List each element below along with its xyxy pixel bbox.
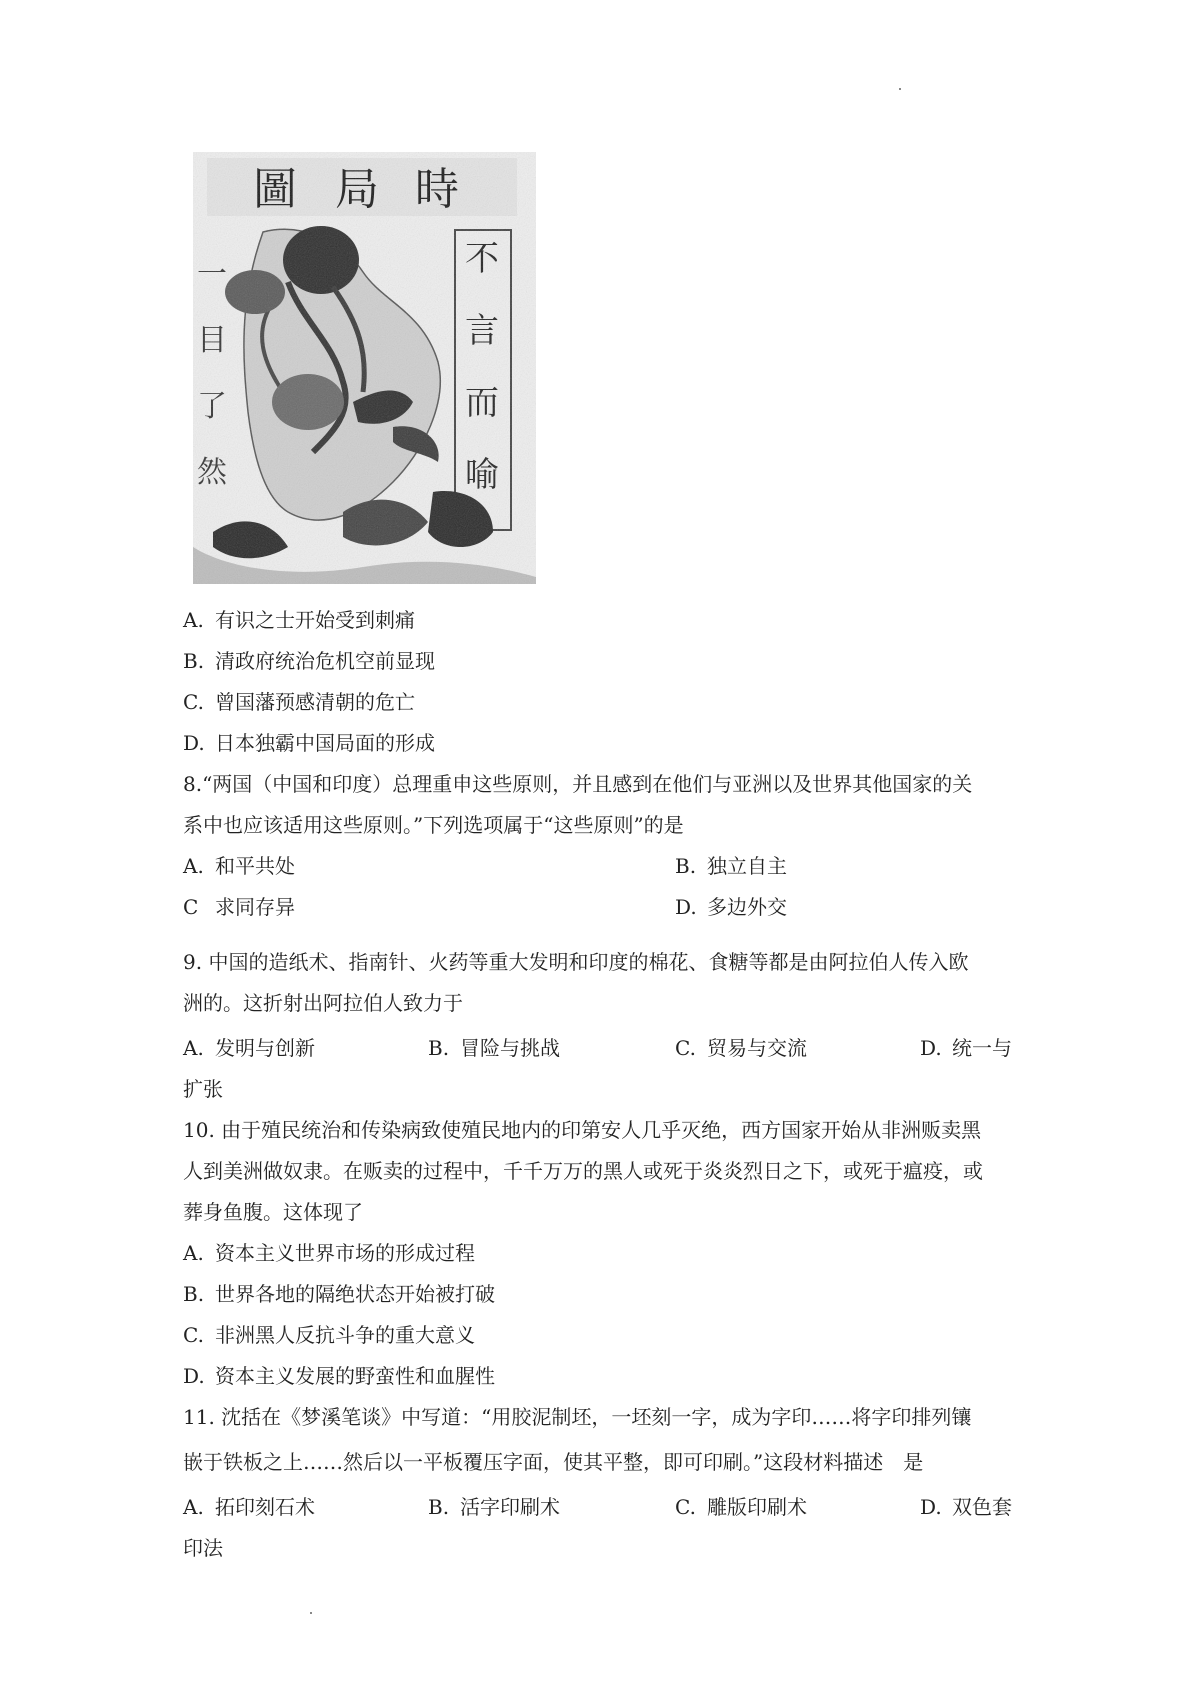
option-letter: B. (428, 1036, 450, 1060)
q10-option-a[interactable] (183, 1240, 475, 1266)
option-letter: A. (183, 608, 204, 632)
option-text: 和平共处 (215, 854, 295, 878)
q10-stem-line-1: 10. 由于殖民统治和传染病致使殖民地内的印第安人几乎灭绝，西方国家开始从非洲贩卖黑 (183, 1118, 982, 1142)
option-letter: C. (675, 1036, 696, 1060)
q9-option-a[interactable] (183, 1035, 315, 1061)
option-text: 独立自主 (707, 854, 787, 878)
scan-speck (310, 1612, 312, 1614)
q8-option-d[interactable] (675, 894, 787, 920)
q7-option-c[interactable] (183, 689, 415, 715)
option-letter: D. (675, 895, 697, 919)
option-text: 资本主义世界市场的形成过程 (215, 1241, 475, 1265)
option-text: 贸易与交流 (707, 1036, 807, 1060)
q10-stem-line-2: 人到美洲做奴隶。在贩卖的过程中，千千万万的黑人或死于炎炎烈日之下，或死于瘟疫，或 (183, 1159, 983, 1183)
option-letter: C. (183, 690, 204, 714)
q9-option-b[interactable] (428, 1035, 560, 1061)
q11-option-c[interactable] (675, 1494, 807, 1520)
q11-stem-line-2: 嵌于铁板之上……然后以一平板覆压字面，使其平整，即可印刷。”这段材料描述 是 (183, 1450, 924, 1474)
q11-option-a[interactable] (183, 1494, 315, 1520)
option-letter: D. (183, 731, 205, 755)
q9-option-d-wrap: 扩张 (183, 1077, 223, 1101)
q9-option-d[interactable] (920, 1035, 1012, 1061)
option-text: 统一与 (952, 1036, 1012, 1060)
option-letter: B. (675, 854, 697, 878)
option-letter: B. (183, 1282, 205, 1306)
option-text: 资本主义发展的野蛮性和血腥性 (215, 1364, 495, 1388)
q10-option-c[interactable] (183, 1322, 475, 1348)
option-letter: D. (920, 1495, 942, 1519)
q11-option-b[interactable] (428, 1494, 560, 1520)
option-letter: A. (183, 1495, 204, 1519)
option-text: 冒险与挑战 (460, 1036, 560, 1060)
option-letter: C. (675, 1495, 696, 1519)
option-letter: A. (183, 1241, 204, 1265)
option-text: 有识之士开始受到刺痛 (215, 608, 415, 632)
option-text: 多边外交 (707, 895, 787, 919)
option-letter: B. (428, 1495, 450, 1519)
q11-option-d-wrap: 印法 (183, 1536, 223, 1560)
q8-option-b[interactable] (675, 853, 787, 879)
q7-option-a[interactable] (183, 607, 415, 633)
option-letter: D. (920, 1036, 942, 1060)
q9-stem-line-1: 9. 中国的造纸术、指南针、火药等重大发明和印度的棉花、食糖等都是由阿拉伯人传入欧 (183, 950, 969, 974)
q7-option-d[interactable] (183, 730, 435, 756)
option-text: 曾国藩预感清朝的危亡 (215, 690, 415, 714)
q11-stem-line-1: 11. 沈括在《梦溪笔谈》中写道：“用胶泥制坯，一坯刻一字，成为字印……将字印排列镶 (183, 1405, 972, 1429)
option-letter: D. (183, 1364, 205, 1388)
option-text: 拓印刻石术 (215, 1495, 315, 1519)
q8-option-c[interactable] (183, 894, 295, 920)
q8-stem-line-2: 系中也应该适用这些原则。”下列选项属于“这些原则”的是 (183, 813, 684, 837)
q9-stem-line-2: 洲的。这折射出阿拉伯人致力于 (183, 991, 463, 1015)
option-text: 雕版印刷术 (707, 1495, 807, 1519)
q9-option-c[interactable] (675, 1035, 807, 1061)
option-text: 活字印刷术 (460, 1495, 560, 1519)
option-text: 发明与创新 (215, 1036, 315, 1060)
option-text: 双色套 (952, 1495, 1012, 1519)
q8-stem-line-1: 8.“两国（中国和印度）总理重申这些原则，并且感到在他们与亚洲以及世界其他国家的关 (183, 772, 973, 796)
option-text: 清政府统治危机空前显现 (215, 649, 435, 673)
option-text: 日本独霸中国局面的形成 (215, 731, 435, 755)
q7-option-b[interactable] (183, 648, 435, 674)
shiju-tu-cartoon (193, 152, 536, 584)
q10-option-d[interactable] (183, 1363, 495, 1389)
q10-option-b[interactable] (183, 1281, 495, 1307)
scan-speck (899, 88, 901, 90)
q10-stem-line-3: 葬身鱼腹。这体现了 (183, 1200, 363, 1224)
option-letter: A. (183, 1036, 204, 1060)
option-letter: C. (183, 1323, 204, 1347)
option-text: 世界各地的隔绝状态开始被打破 (215, 1282, 495, 1306)
option-text: 非洲黑人反抗斗争的重大意义 (215, 1323, 475, 1347)
option-text: 求同存异 (215, 895, 295, 919)
option-letter: B. (183, 649, 205, 673)
q8-option-a[interactable] (183, 853, 295, 879)
cartoon-drawing (193, 152, 536, 584)
q11-option-d[interactable] (920, 1494, 1012, 1520)
option-letter: C (183, 895, 199, 919)
option-letter: A. (183, 854, 204, 878)
